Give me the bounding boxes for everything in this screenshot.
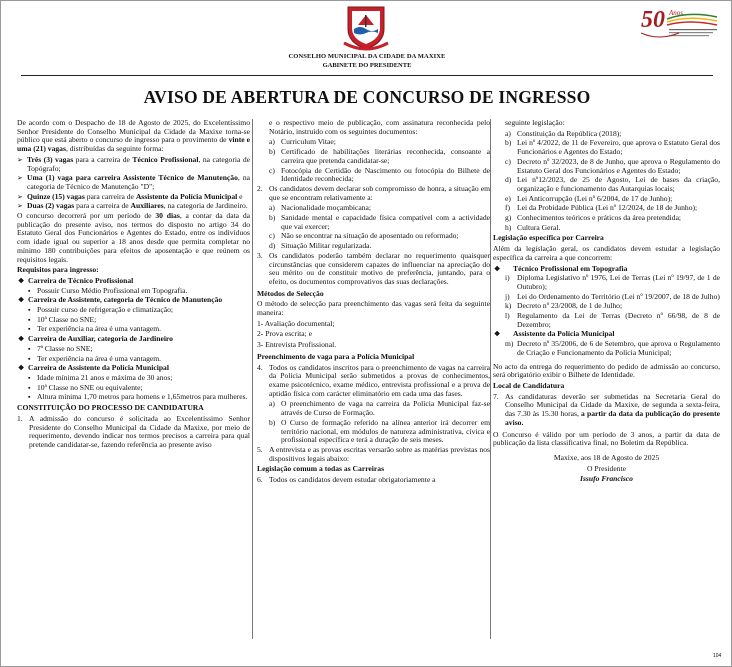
numbered-item: 4. Todos os candidatos inscritos para o preenchimento de vagas na carreira da Polícia Municipal serão submetidos a provas de conhecimentos, exame psicotécnico, exame médico, entrevista profissional e a prova de aptidão física com carácter eliminatório em cada uma das fases. xyxy=(257,362,490,398)
continued-paragraph: e o respectivo meio de publicação, com assinatura reconhecida pelo Notário, instruído com os seguintes documentos: xyxy=(269,118,490,136)
vacancy-item: ➢ Quinze (15) vagas para carreira de Assistente da Polícia Municipal e xyxy=(17,193,250,202)
declaration-item: d) Situação Militar regularizada. xyxy=(269,241,372,251)
vacancy-item: ➢ Três (3) vagas para a carreira de Técnico Profissional, na categoria de Topógrafo; xyxy=(17,156,250,173)
career-heading: ❖ Carreira de Assistente da Polícia Municipal xyxy=(17,364,250,373)
selection-method: 2- Prova escrita; e xyxy=(257,329,313,339)
location-heading: Local de Candidatura xyxy=(493,380,565,390)
selection-heading: Métodos de Selecção xyxy=(257,288,324,298)
requirement-item: ▪ Ter experiência na área é uma vantagem. xyxy=(17,355,250,364)
header-divider xyxy=(21,75,713,76)
document-item: c) Fotocópia de Certidão de Nascimento ou fotocópia do Bilhete de Identidade reconhecida; xyxy=(269,165,490,184)
specific-legislation-heading: Legislação específica por Carreira xyxy=(493,233,604,243)
law-item: g) Conhecimentos teóricos e práticos da área pretendida; xyxy=(505,213,682,223)
vacancy-item: ➢ Duas (2) vagas para a carreira de Auxiliares, na categoria de Jardineiro. xyxy=(17,202,250,211)
requirement-item: ▪ Ter experiência na área é uma vantagem. xyxy=(17,325,250,334)
selection-intro: O método de selecção para preenchimento das vagas será feita da seguinte maneira: xyxy=(257,299,490,318)
career-heading: ❖ Carreira de Auxiliar, categoria de Jardineiro xyxy=(17,335,250,344)
notice-title: AVISO DE ABERTURA DE CONCURSO DE INGRESSO xyxy=(143,87,591,107)
requirement-item: ▪ 7ª Classe no SNE; xyxy=(17,345,250,354)
law-item: j) Lei do Ordenamento do Território (Lei nº 19/2007, de 18 de Julho) xyxy=(505,291,720,301)
constitution-heading: CONSTITUIÇÃO DO PROCESSO DE CANDIDATURA xyxy=(17,403,204,413)
office-name: GABINETE DO PRESIDENTE xyxy=(322,62,412,69)
career-heading: ❖ Técnico Profissional em Topografia xyxy=(493,265,720,274)
law-item: l) Regulamento da Lei de Terras (Decreto nº 66/98, de 8 de Dezembro; xyxy=(505,311,720,329)
law-item: c) Decreto nº 32/2023, de 8 de Junho, que aprova o Regulamento do Estatuto Geral dos Funcionários e Agentes do Estado; xyxy=(505,156,720,175)
police-item: b) O Curso de formação referido na alínea anterior irá decorrer em território nacional, em módulos de natureza administrativa, cívica e profissional específica e terá a duração de seis meses. xyxy=(269,417,490,445)
law-item: i) Diploma Legislativo nº 1976, Lei de Terras (Lei nº 19/97, de 1 de Outubro); xyxy=(505,273,720,291)
career-heading: ❖ Carreira de Assistente, categoria de Técnico de Manutenção xyxy=(17,296,250,305)
requirement-item: ▪ Possuir curso de refrigeração e climatização; xyxy=(17,306,250,315)
column-divider xyxy=(252,119,253,639)
selection-method: 3- Entrevista Profissional. xyxy=(257,340,337,350)
numbered-item: 3. Os candidatos poderão também declarar no requerimento quaisquer circunstâncias que considerem capazes de influenciar na apreciação do seu mérito ou de constituir motivo de preferência, juntando, para o efeito, os documentos comprovativos das suas declarações. xyxy=(257,250,490,286)
column-2 xyxy=(257,119,490,487)
law-item: m) Decreto nº 35/2006, de 6 de Setembro, que aprova o Regulamento de Criação e Funcionamento da Polícia Municipal; xyxy=(505,339,720,357)
declaration-item: a) Nacionalidade moçambicana; xyxy=(269,203,372,213)
requirement-item: ▪ Possuir Curso Médio Profissional em Topografia. xyxy=(17,287,250,296)
declaration-item: b) Sanidade mental e capacidade física compatível com a actividade que vai exercer; xyxy=(269,213,490,231)
anniversary-logo xyxy=(639,3,721,47)
signature-role: O Presidente xyxy=(586,463,626,473)
signature-date: Maxixe, aos 18 de Agosto de 2025 xyxy=(553,452,660,462)
specific-legislation-intro: Além da legislação geral, os candidatos devem estudar a legislação específica da carreira a que concorrem: xyxy=(493,244,720,262)
signature-name: Issufo Francisco xyxy=(580,474,633,484)
law-item: k) Decreto nº 23/2008, de 1 de Julho; xyxy=(505,301,623,311)
vacancy-item: ➢ Uma (1) vaga para carreira Assistente Técnico de Manutenção, na categoria de Técnico de Manutenção "D"; xyxy=(17,174,250,191)
career-heading: ❖ Assistente da Polícia Municipal xyxy=(493,330,720,339)
law-item: h) Cultura Geral. xyxy=(505,222,561,232)
requirement-item: ▪ 10ª Classe no SNE ou equivalente; xyxy=(17,384,250,393)
law-item: d) Lei nº12/2023, de 25 de Agosto, Lei de bases da criação, organização e funcionamento das Autarquias locais; xyxy=(505,175,720,193)
document-item: b) Certificado de habilitações literárias reconhecida, consoante a carreira que pretenda candidatar-se; xyxy=(269,147,490,165)
selection-method: 1- Avaliação documental; xyxy=(257,318,335,328)
numbered-item: 5. A entrevista e as provas escritas versarão sobre as matérias previstas nos dispositivos legais abaixo: xyxy=(257,444,490,463)
numbered-item: 2. Os candidatos devem declarar sob compromisso de honra, a situação em que se encontram relativamente a: xyxy=(257,183,490,202)
requirements-heading: Requisitos para ingresso: xyxy=(17,265,99,275)
police-item: a) O preenchimento de vaga na carreira da Polícia Municipal faz-se através de Curso de Formação. xyxy=(269,399,490,418)
requirement-item: ▪ 10ª Classe no SNE; xyxy=(17,316,250,325)
municipal-police-heading: Preenchimento de vaga para a Polícia Municipal xyxy=(257,351,415,361)
intro-paragraph: De acordo com o Despacho de 18 de Agosto de 2025, do Excelentíssimo Senhor Presidente do Conselho Municipal da Cidade da Maxixe torna-se público que está aberto o concurso de ingresso para o provimento de vinte e uma (21) vagas, distribuídas da seguinte forma: xyxy=(17,118,250,154)
column-1 xyxy=(17,119,250,452)
anniversary-word: Anos xyxy=(669,9,683,17)
requirement-item: ▪ Altura mínima 1,70 metros para homens e 1,65metros para mulheres. xyxy=(17,393,250,402)
law-item: a) Constituição da República (2018); xyxy=(505,128,622,138)
duration-paragraph: O concurso decorrerá por um período de 30 dias, a contar da data da publicação do presente aviso, nos termos do disposto no artigo 34 do Estatuto Geral dos Funcionários e Agentes do Estado, entre os indivíduos com idade igual ou superior a 18 anos desde que permita completar no mínimo 180 contribuições para efeitos de aposentação e que reúnem os requisitos legais. xyxy=(17,211,251,264)
law-item: e) Lei Anticorrupção (Lei nº 6/2004, de 17 de Junho); xyxy=(505,193,673,203)
page-number: 104 xyxy=(713,653,722,659)
validity-paragraph: O Concurso é válido por um período de 3 anos, a partir da data de publicação da lista classificativa final, no Boletim da República. xyxy=(493,429,720,448)
id-note: No acto da entrega do requerimento do pedido de admissão ao concurso, será obrigatório exibir o Bilhete de Identidade. xyxy=(493,361,720,380)
municipal-coat-of-arms xyxy=(340,3,392,51)
numbered-item: 7. As candidaturas deverão ser submetidas na Secretaria Geral do Conselho Municipal da Cidade da Maxixe, de segunda a sexta-feira, das 7.30 às 15.30 horas, a partir da data da publicação do presente aviso. xyxy=(493,391,720,427)
continued-paragraph: seguinte legislação: xyxy=(505,118,565,127)
law-item: b) Lei nº 4/2022, de 11 de Fevereiro, que aprova o Estatuto Geral dos Funcionários e Agentes do Estado; xyxy=(505,138,720,157)
council-name: CONSELHO MUNICIPAL DA CIDADE DA MAXIXE xyxy=(288,53,446,60)
document-item: a) Curriculum Vitae; xyxy=(269,137,336,147)
column-divider xyxy=(490,119,491,639)
numbered-item: 6. Todos os candidatos devem estudar obrigatoriamente a xyxy=(257,475,436,485)
anniversary-number: 50 xyxy=(641,7,665,33)
column-3 xyxy=(493,119,720,486)
declaration-item: c) Não se encontrar na situação de aposentado ou reformado; xyxy=(269,231,459,241)
numbered-item: 1. A admissão do concurso é solicitada ao Excelentíssimo Senhor Presidente do Conselho Municipal da Cidade da Maxixe, por meio de requerimento, devendo indicar nos termos precisos a carreira para qual pretende candidatar-se, fazendo referência ao presente aviso xyxy=(17,413,250,449)
career-heading: ❖ Carreira de Técnico Profissional xyxy=(17,277,250,286)
common-legislation-heading: Legislação comum a todas as Carreiras xyxy=(257,464,385,474)
law-item: f) Lei da Probidade Pública (Lei nº 12/2024, de 18 de Junho); xyxy=(505,203,698,213)
requirement-item: ▪ Idade mínima 21 anos e máxima de 30 anos; xyxy=(17,374,250,383)
